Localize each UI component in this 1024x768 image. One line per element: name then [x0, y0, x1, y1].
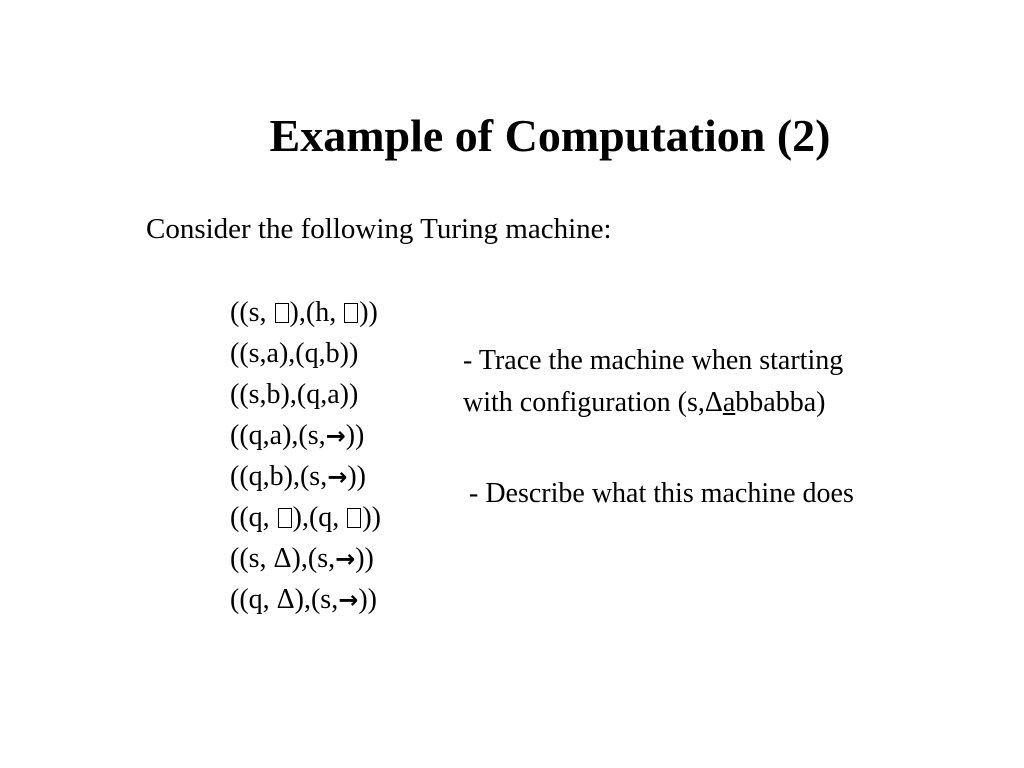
configuration-suffix: bbabba) — [735, 387, 826, 418]
blank-symbol-icon — [347, 508, 361, 528]
transition-rule — [230, 497, 381, 538]
intro-text: Consider the following Turing machine: — [146, 213, 612, 245]
rule-text: )) — [345, 420, 365, 451]
rule-text: ((q, Δ),(s, — [230, 584, 339, 615]
rule-text: ((q,b),(s, — [230, 461, 328, 492]
transition-rule — [230, 538, 381, 579]
transition-rule — [230, 415, 381, 456]
rule-text: )) — [347, 461, 366, 492]
transition-rules-list — [230, 292, 381, 620]
right-arrow-icon: → — [335, 545, 356, 573]
rule-text: ((q,a),(s, — [230, 420, 326, 451]
transition-rule — [230, 333, 381, 374]
rule-text: )) — [355, 543, 374, 574]
task-trace-line2 — [463, 382, 843, 424]
blank-symbol-icon — [344, 303, 358, 323]
transition-rule — [230, 456, 381, 497]
task-trace — [463, 340, 843, 424]
transition-rule — [230, 292, 381, 333]
right-arrow-icon: → — [325, 422, 346, 450]
rule-text: ((s,a),(q,b)) — [230, 338, 359, 369]
rule-text: )) — [358, 584, 377, 615]
right-arrow-icon: → — [327, 463, 348, 491]
slide-title: Example of Computation (2) — [269, 110, 831, 161]
blank-symbol-icon — [275, 303, 289, 323]
rule-text: )) — [362, 502, 381, 533]
rule-text: )) — [359, 297, 378, 328]
blank-symbol-icon — [278, 508, 292, 528]
rule-text: ((s, — [230, 297, 274, 328]
task-trace-line1: - Trace the machine when starting — [463, 345, 844, 376]
transition-rule — [230, 374, 381, 415]
head-position-symbol: a — [722, 387, 736, 418]
task-describe: - Describe what this machine does — [469, 478, 854, 509]
rule-text: ),(q, — [292, 502, 347, 533]
rule-text: ((q, — [230, 502, 277, 533]
right-arrow-icon: → — [338, 586, 359, 614]
transition-rule — [230, 579, 381, 620]
rule-text: ((s,b),(q,a)) — [230, 379, 359, 410]
configuration-prefix: with configuration (s,Δ — [463, 387, 723, 418]
rule-text: ),(h, — [289, 297, 344, 328]
rule-text: ((s, Δ),(s, — [230, 543, 336, 574]
